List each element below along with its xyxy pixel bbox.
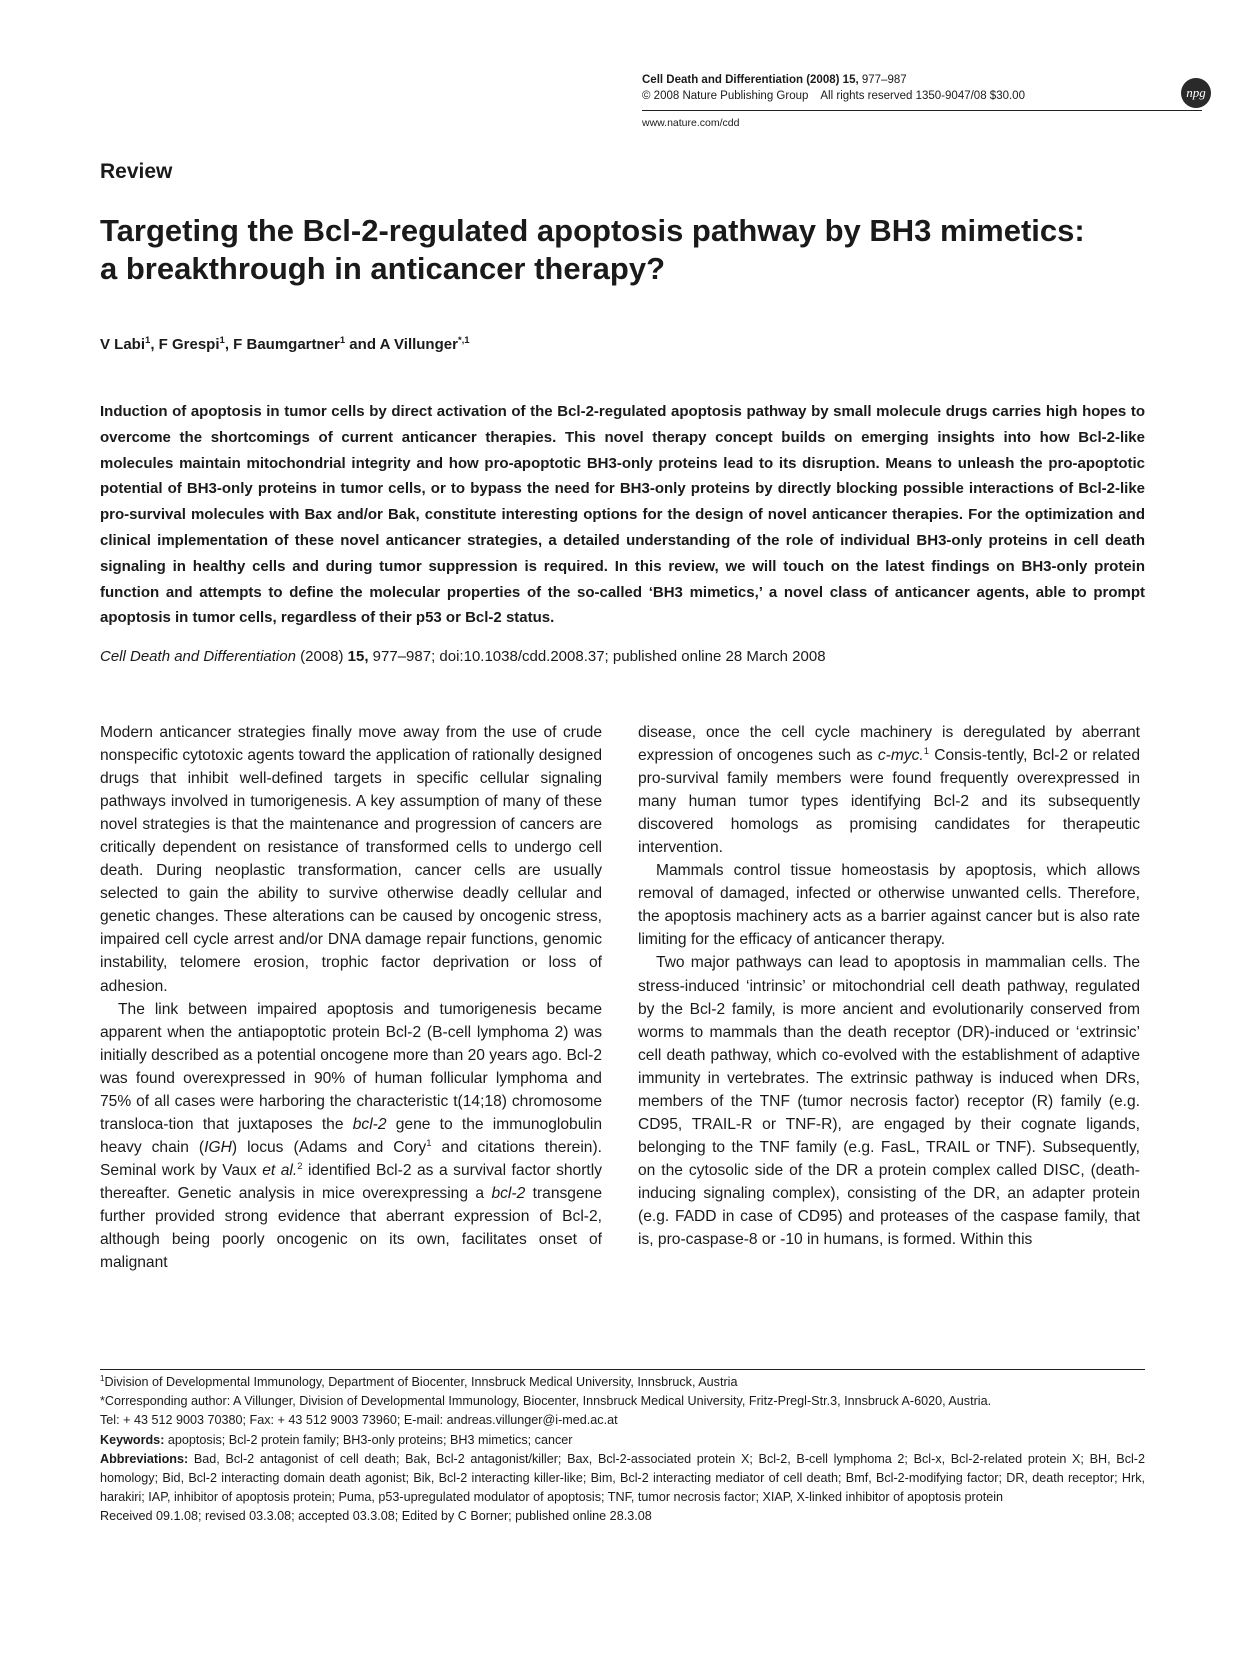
reference-mark[interactable]: 1	[923, 745, 930, 757]
journal-header	[0, 0, 1240, 140]
author-list: V Labi$^1$, F Grespi$^1$, F Baumgartner$^1$ and A Villunger$^{*,1}$	[100, 335, 470, 353]
citation-volume: 15,	[347, 648, 369, 665]
received-dates-note: Received 09.1.08; revised 03.3.08; accepted 03.3.08; Edited by C Borner; published online 28.3.08	[100, 1509, 652, 1524]
keywords-note: Keywords: apoptosis; Bcl-2 protein family; BH3-only proteins; BH3 mimetics; cancer	[100, 1432, 573, 1447]
copyright-line	[642, 90, 1025, 102]
body-paragraph: The link between impaired apoptosis and tumorigenesis became apparent when the antiapoptotic protein Bcl-2 (B-cell lymphoma 2) was initially described as a potential oncogene more than 20 years ago. Bcl-2 was found overexpressed in 90% of human follicular lymphoma and 75% of all cases were harboring the characteristic t(14;18) chromosome transloca-tion that juxtaposes the bcl-2 gene to the immunoglobulin heavy chain (IGH) locus (Adams and Cory$^1$ and citations therein). Seminal work by Vaux et al.$^2$ identified Bcl-2 as a survival factor shortly thereafter. Genetic analysis in mice overexpressing a bcl-2 transgene further provided strong evidence that aberrant expression of Bcl-2, although being poorly oncogenic on its own, facilitates onset of malignant	[100, 1000, 603, 1272]
section-label: Review	[100, 160, 173, 183]
author-affiliation-mark: 1	[339, 335, 346, 346]
npg-logo-icon: npg	[1181, 78, 1211, 108]
article-title: Targeting the Bcl-2-regulated apoptosis pathway by BH3 mimetics: a breakthrough in anticancer therapy?	[100, 213, 1085, 286]
abbreviations-note: Abbreviations: Bad, Bcl-2 antagonist of cell death; Bak, Bcl-2 antagonist/killer; Bax, Bcl-2-associated protein X; Bcl-2, B-cell lymphoma 2; Bcl-x, Bcl-2-related protein X; BH, Bcl-2 homology; Bid, Bcl-2 interacting domain death agonist; Bik, Bcl-2 interacting killer-like; Bim, Bcl-2 interacting mediator of cell death; Bmf, Bcl-2-modifying factor; DR, death receptor; Hrk, harakiri; IAP, inhibitor of apoptosis protein; Puma, p53-upregulated modulator of apoptosis; TNF, tumor necrosis factor; XIAP, X-linked inhibitor of apoptosis protein	[100, 1451, 1145, 1505]
journal-line	[642, 74, 907, 86]
contact-note: Tel: + 43 512 9003 70380; Fax: + 43 512 9003 73960; E-mail: andreas.villunger@i-med.ac.at	[100, 1413, 618, 1428]
author-affiliation-mark: 1	[145, 335, 151, 346]
body-column-right	[638, 721, 1140, 1251]
footnote-divider	[100, 1369, 1145, 1370]
author-name: A Villunger	[379, 336, 458, 353]
journal-url-link[interactable]: www.nature.com/cdd	[642, 117, 740, 129]
header-divider	[642, 110, 1202, 111]
reference-mark[interactable]: 2	[297, 1160, 303, 1172]
body-column-left	[100, 721, 602, 1274]
citation-journal: Cell Death and Differentiation	[100, 648, 296, 665]
footnotes	[100, 1373, 1145, 1527]
citation-details: 977–987; doi:10.1038/cdd.2008.37; published online 28 March 2008	[368, 648, 826, 665]
rights-reserved: All rights reserved 1350-9047/08 $30.00	[820, 90, 1025, 102]
author-affiliation-mark: 1	[219, 335, 225, 346]
copyright: © 2008 Nature Publishing Group	[642, 90, 809, 102]
reference-mark[interactable]: 1	[426, 1137, 432, 1149]
author-affiliation-mark: *,1	[457, 335, 470, 346]
affiliation-note: $^1$Division of Developmental Immunology, Department of Biocenter, Innsbruck Medical University, Innsbruck, Austria	[100, 1373, 738, 1389]
journal-pages: 977–987	[858, 74, 907, 86]
author-name: V Labi	[100, 336, 146, 353]
article-citation: Cell Death and Differentiation (2008) 15, 977–987; doi:10.1038/cdd.2008.37; published online 28 March 2008	[100, 648, 826, 665]
journal-name: Cell Death and Differentiation (2008)	[642, 74, 840, 86]
body-paragraph: Mammals control tissue homeostasis by apoptosis, which allows removal of damaged, infected or otherwise unwanted cells. Therefore, the apoptosis machinery acts as a barrier against cancer but is also rate limiting for the efficacy of anticancer therapy.	[638, 862, 1140, 949]
body-paragraph: disease, once the cell cycle machinery is deregulated by aberrant expression of oncogenes such as c-myc.$^1$ Consis-tently, Bcl-2 or related pro-survival family members were found frequently overexpressed in many human tumor types identifying Bcl-2 and its subsequently discovered homologs as promising candidates for therapeutic intervention.	[638, 724, 1140, 857]
body-paragraph: Two major pathways can lead to apoptosis in mammalian cells. The stress-induced ‘intrinsic’ or mitochondrial cell death pathway, regulated by the Bcl-2 family, is more ancient and evolutionarily conserved from worms to mammals than the death receptor (DR)-induced or ‘extrinsic’ cell death pathway, which co-evolved with the establishment of adaptive immunity in vertebrates. The extrinsic pathway is induced when DRs, members of the TNF (tumor necrosis factor) receptor (R) family (e.g. CD95, TRAIL-R or TNF-R), are engaged by their cognate ligands, belonging to the TNF family (e.g. FasL, TRAIL or TNF). Subsequently, on the cytosolic side of the DR a protein complex called DISC, (death-inducing signaling complex), consisting of the DR, an adapter protein (e.g. FADD in case of CD95) and proteases of the caspase family, that is, pro-caspase-8 or -10 in humans, is formed. Within this	[638, 954, 1140, 1249]
corresponding-author-note: *Corresponding author: A Villunger, Division of Developmental Immunology, Biocenter, Innsbruck Medical University, Fritz-Pregl-Str.3, Innsbruck A-6020, Austria.	[100, 1394, 992, 1409]
author-name: F Baumgartner	[233, 336, 340, 353]
abstract: Induction of apoptosis in tumor cells by direct activation of the Bcl-2-regulated apoptosis pathway by small molecule drugs carries high hopes to overcome the shortcomings of current anticancer therapies. This novel therapy concept builds on emerging insights into how Bcl-2-like molecules maintain mitochondrial integrity and how pro-apoptotic BH3-only proteins lead to its disruption. Means to unleash the pro-apoptotic potential of BH3-only proteins in tumor cells, or to bypass the need for BH3-only proteins by directly blocking possible interactions of Bcl-2-like pro-survival molecules with Bax and/or Bak, constitute interesting options for the design of novel anticancer therapies. For the optimization and clinical implementation of these novel anticancer strategies, a detailed understanding of the role of individual BH3-only proteins in cell death signaling in healthy cells and during tumor suppression is required. In this review, we will touch on the latest findings on BH3-only protein function and attempts to define the molecular properties of the so-called ‘BH3 mimetics,’ a novel class of anticancer agents, able to prompt apoptosis in tumor cells, regardless of their p53 or Bcl-2 status.	[100, 403, 1145, 627]
body-paragraph: Modern anticancer strategies finally move away from the use of crude nonspecific cytotoxic agents toward the application of rationally designed drugs that inhibit well-defined targets in specific cellular signaling pathways involved in tumorigenesis. A key assumption of many of these novel strategies is that the maintenance and progression of cancers are critically dependent on resistance of transformed cells to undergo cell death. During neoplastic transformation, cancer cells are usually selected to gain the ability to survive otherwise deadly cellular and genetic changes. These alterations can be caused by oncogenic stress, impaired cell cycle arrest and/or DNA damage repair functions, genomic instability, telomere erosion, trophic factor deprivation or loss of adhesion.	[100, 724, 602, 995]
author-name: F Grespi	[158, 336, 220, 353]
journal-volume: 15,	[842, 74, 859, 86]
